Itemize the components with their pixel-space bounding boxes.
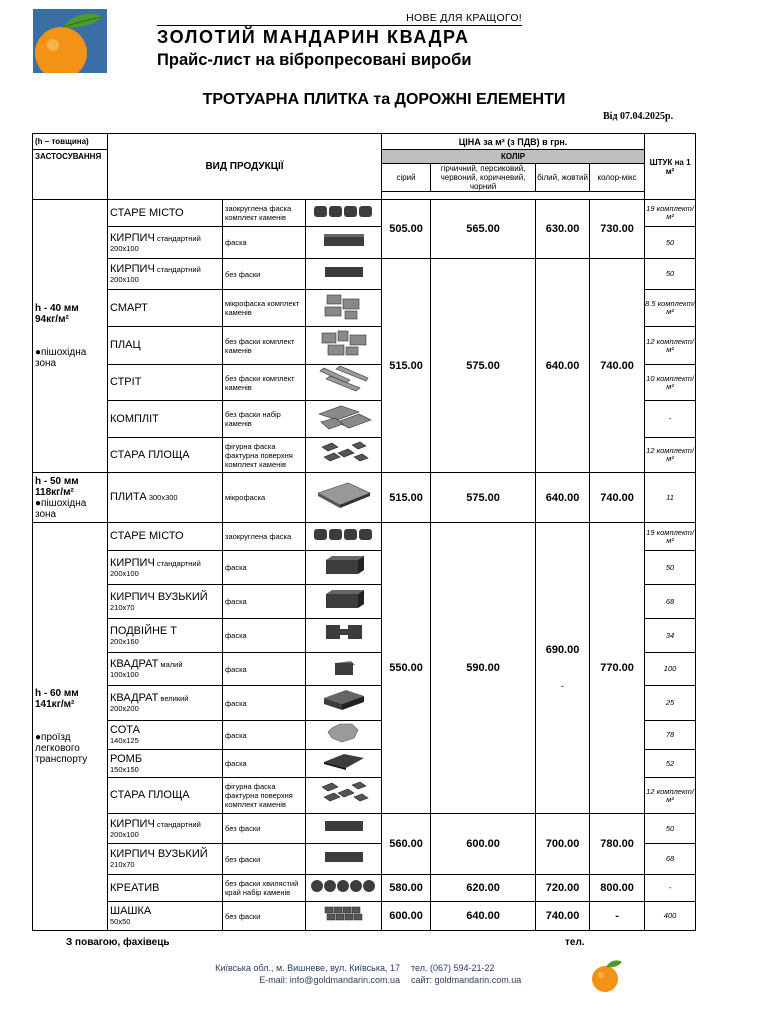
product-desc: фаска bbox=[223, 653, 306, 686]
price-gray: 515.00 bbox=[382, 259, 431, 473]
price-white: 720.00 bbox=[536, 875, 590, 902]
product-name: СТАРА ПЛОЩА bbox=[108, 438, 223, 473]
tile-shape bbox=[322, 231, 366, 249]
group-thickness: h - 50 мм bbox=[35, 475, 79, 487]
product-name: КИРПИЧ ВУЗЬКИЙ 210х70 bbox=[108, 844, 223, 875]
tile-shape bbox=[312, 526, 376, 542]
tel-label: тел. bbox=[565, 937, 585, 948]
qty-cell: 78 bbox=[645, 721, 696, 750]
price-mustard: 640.00 bbox=[431, 902, 536, 931]
qty-cell: 68 bbox=[645, 585, 696, 619]
qty-cell: 10 комплект/м² bbox=[645, 365, 696, 401]
qty-cell: 52 bbox=[645, 750, 696, 778]
group-zone: ●проїзд легкового транспорту bbox=[35, 732, 88, 765]
tile-shape bbox=[322, 588, 366, 610]
tile-shape bbox=[309, 878, 379, 894]
product-desc: без фаски комплект каменів bbox=[223, 365, 306, 401]
group-zone: ●пішохідна зона bbox=[35, 497, 87, 520]
col-mix: колор-мікс bbox=[590, 164, 645, 192]
page-title: ТРОТУАРНА ПЛИТКА та ДОРОЖНІ ЕЛЕМЕНТИ bbox=[202, 91, 566, 108]
product-name: ПЛИТА 300х300 bbox=[108, 473, 223, 523]
qty-cell: 50 bbox=[645, 259, 696, 290]
product-desc: без фаски bbox=[223, 259, 306, 290]
mandarin-logo-icon bbox=[33, 9, 107, 73]
product-name: СТАРЕ МІСТО bbox=[108, 200, 223, 227]
qty-header: ШТУК на 1 м² bbox=[645, 134, 696, 200]
company-logo bbox=[33, 9, 107, 73]
qty-cell: 50 bbox=[645, 551, 696, 585]
group-weight: 94кг/м² bbox=[35, 314, 69, 325]
tile-image-icon bbox=[306, 619, 382, 653]
product-name: КИРПИЧ стандартний 200х100 bbox=[108, 259, 223, 290]
price-mix: - bbox=[590, 902, 645, 931]
price-mix: 800.00 bbox=[590, 875, 645, 902]
price-mustard: 575.00 bbox=[431, 259, 536, 473]
tile-image-icon bbox=[306, 259, 382, 290]
product-name: КИРПИЧ стандартний 200х100 bbox=[108, 551, 223, 585]
tile-image-icon bbox=[306, 438, 382, 473]
tile-image-icon bbox=[306, 814, 382, 844]
product-desc: фаска bbox=[223, 585, 306, 619]
tile-image-icon bbox=[306, 778, 382, 814]
qty-cell: 12 комплект/м² bbox=[645, 778, 696, 814]
qty-cell: - bbox=[645, 875, 696, 902]
product-desc: фігурна фаска фактурна поверхня комплект каменів bbox=[223, 438, 306, 473]
product-name: КРЕАТИВ bbox=[108, 875, 223, 902]
footer-address bbox=[150, 962, 400, 986]
product-name: ШАШКА 50х50 bbox=[108, 902, 223, 931]
product-name: ПОДВІЙНЕ Т 200х160 bbox=[108, 619, 223, 653]
product-name: СТАРЕ МІСТО bbox=[108, 523, 223, 551]
qty-cell: 50 bbox=[645, 227, 696, 259]
phone-text: тел. (067) 594-21-22 bbox=[411, 963, 495, 973]
tile-image-icon bbox=[306, 721, 382, 750]
product-desc: фаска bbox=[223, 686, 306, 721]
tile-image-icon bbox=[306, 523, 382, 551]
site-link[interactable]: сайт: goldmandarin.com.ua bbox=[411, 975, 522, 985]
price-gray: 560.00 bbox=[382, 814, 431, 875]
price-white: 690.00 - bbox=[536, 523, 590, 814]
price-mix: 730.00 bbox=[590, 200, 645, 259]
qty-cell: 400 bbox=[645, 902, 696, 931]
price-mustard: 600.00 bbox=[431, 814, 536, 875]
tile-shape bbox=[322, 554, 366, 576]
product-name: КВАДРАТ малий 100х100 bbox=[108, 653, 223, 686]
price-mix: 780.00 bbox=[590, 814, 645, 875]
price-header: ЦІНА за м² (з ПДВ) в грн. bbox=[382, 134, 645, 150]
group-h50 bbox=[33, 473, 108, 523]
email-link[interactable]: E-mail: info@goldmandarin.com.ua bbox=[259, 975, 400, 985]
product-desc: фаска bbox=[223, 551, 306, 585]
tile-shape bbox=[320, 750, 368, 772]
product-desc: фаска bbox=[223, 750, 306, 778]
product-desc: мікрофаска bbox=[223, 473, 306, 523]
slogan: НОВЕ ДЛЯ КРАЩОГО! bbox=[406, 12, 522, 24]
product-name: СМАРТ bbox=[108, 290, 223, 327]
tile-shape bbox=[322, 849, 366, 865]
tile-image-icon bbox=[306, 473, 382, 523]
tile-shape bbox=[329, 655, 359, 679]
tile-shape bbox=[324, 722, 364, 744]
tile-shape bbox=[316, 439, 372, 467]
product-desc: без фаски bbox=[223, 844, 306, 875]
tile-shape bbox=[316, 365, 372, 395]
product-name: КИРПИЧ стандартний 200х100 bbox=[108, 227, 223, 259]
price-mustard: 575.00 bbox=[431, 473, 536, 523]
price-list-subtitle: Прайс-лист на вібропресовані вироби bbox=[157, 51, 472, 69]
group-zone: ●пішохідна зона bbox=[35, 347, 87, 369]
product-name: РОМБ 150х150 bbox=[108, 750, 223, 778]
product-desc: без фаски bbox=[223, 814, 306, 844]
price-white: 700.00 bbox=[536, 814, 590, 875]
address-text: Київська обл., м. Вишневе, вул. Київська, 17 bbox=[215, 963, 400, 973]
qty-cell: 25 bbox=[645, 686, 696, 721]
product-name: КИРПИЧ стандартний 200х100 bbox=[108, 814, 223, 844]
group-thickness: h - 60 мм bbox=[35, 688, 79, 699]
product-desc: фаска bbox=[223, 721, 306, 750]
qty-cell: 50 bbox=[645, 814, 696, 844]
tile-image-icon bbox=[306, 290, 382, 327]
price-mix: 770.00 bbox=[590, 523, 645, 814]
tile-image-icon bbox=[306, 686, 382, 721]
tile-shape bbox=[318, 327, 370, 359]
product-name: СОТА 140х125 bbox=[108, 721, 223, 750]
product-desc: без фаски набір каменів bbox=[223, 401, 306, 438]
tile-shape bbox=[316, 779, 372, 807]
tile-image-icon bbox=[306, 844, 382, 875]
col-mustard: гірчичний, персиковий, червоний, коричневий, чорний bbox=[431, 164, 536, 192]
product-header: ВИД ПРОДУКЦІЇ bbox=[108, 134, 382, 200]
mandarin-logo-icon bbox=[588, 958, 624, 994]
product-desc: без фаски хвилястий край набір каменів bbox=[223, 875, 306, 902]
product-desc: без фаски комплект каменів bbox=[223, 327, 306, 365]
header-divider bbox=[157, 25, 522, 26]
product-desc: мікрофаска комплект каменів bbox=[223, 290, 306, 327]
product-name: КВАДРАТ великий 200х200 bbox=[108, 686, 223, 721]
company-name: ЗОЛОТИЙ МАНДАРИН КВАДРА bbox=[157, 27, 470, 47]
tile-shape bbox=[322, 621, 366, 645]
product-desc: фаска bbox=[223, 619, 306, 653]
tile-image-icon bbox=[306, 227, 382, 259]
product-desc: заокруглена фаска комплект каменів bbox=[223, 200, 306, 227]
tile-image-icon bbox=[306, 875, 382, 902]
qty-cell: 12 комплект/м² bbox=[645, 327, 696, 365]
price-gray: 580.00 bbox=[382, 875, 431, 902]
color-header: КОЛІР bbox=[382, 150, 645, 164]
price-white: 640.00 bbox=[536, 259, 590, 473]
product-name: КИРПИЧ ВУЗЬКИЙ 210х70 bbox=[108, 585, 223, 619]
tile-shape bbox=[320, 688, 368, 714]
tile-shape bbox=[315, 402, 373, 432]
price-white: 640.00 bbox=[536, 473, 590, 523]
group-h40 bbox=[33, 200, 108, 473]
footer-contacts bbox=[411, 962, 521, 986]
tile-image-icon bbox=[306, 902, 382, 931]
price-white: 740.00 bbox=[536, 902, 590, 931]
price-gray: 550.00 bbox=[382, 523, 431, 814]
product-desc: фігурна фаска фактурна поверхня комплект каменів bbox=[223, 778, 306, 814]
tile-image-icon bbox=[306, 750, 382, 778]
product-name: СТАРА ПЛОЩА bbox=[108, 778, 223, 814]
price-mix: 740.00 bbox=[590, 473, 645, 523]
tile-shape bbox=[314, 479, 374, 511]
tile-image-icon bbox=[306, 653, 382, 686]
tile-shape bbox=[322, 264, 366, 280]
product-name: СТРІТ bbox=[108, 365, 223, 401]
product-name: КОМПЛІТ bbox=[108, 401, 223, 438]
group-h60 bbox=[33, 523, 108, 931]
tile-image-icon bbox=[306, 551, 382, 585]
qty-cell: 100 bbox=[645, 653, 696, 686]
price-table bbox=[32, 133, 696, 931]
qty-cell: 68 bbox=[645, 844, 696, 875]
qty-cell: 12 комплект/м² bbox=[645, 438, 696, 473]
group-weight: 118кг/м² bbox=[35, 486, 74, 498]
qty-cell: 19 комплект/м² bbox=[645, 200, 696, 227]
tile-shape bbox=[322, 818, 366, 834]
price-white-dash: - bbox=[561, 681, 565, 691]
qty-cell: 8.5 комплект/м² bbox=[645, 290, 696, 327]
tile-shape bbox=[319, 291, 369, 321]
tile-image-icon bbox=[306, 401, 382, 438]
application-header: ЗАСТОСУВАННЯ bbox=[33, 150, 108, 200]
price-mustard: 620.00 bbox=[431, 875, 536, 902]
tile-shape bbox=[319, 903, 369, 925]
product-desc: без фаски bbox=[223, 902, 306, 931]
qty-cell: 34 bbox=[645, 619, 696, 653]
price-gray: 515.00 bbox=[382, 473, 431, 523]
price-mustard: 565.00 bbox=[431, 200, 536, 259]
group-thickness: h - 40 мм bbox=[35, 303, 79, 314]
footer-logo bbox=[588, 958, 624, 994]
product-desc: фаска bbox=[223, 227, 306, 259]
qty-cell: 19 комплект/м² bbox=[645, 523, 696, 551]
price-date: Від 07.04.2025р. bbox=[603, 111, 674, 122]
product-name: ПЛАЦ bbox=[108, 327, 223, 365]
regards-text: З повагою, фахівець bbox=[66, 937, 170, 948]
price-mix: 740.00 bbox=[590, 259, 645, 473]
tile-image-icon bbox=[306, 365, 382, 401]
group-weight: 141кг/м² bbox=[35, 699, 75, 710]
col-gray: сірий bbox=[382, 164, 431, 192]
product-desc: заокруглена фаска bbox=[223, 523, 306, 551]
qty-cell: 11 bbox=[645, 473, 696, 523]
price-gray: 600.00 bbox=[382, 902, 431, 931]
tile-image-icon bbox=[306, 327, 382, 365]
price-mustard: 590.00 bbox=[431, 523, 536, 814]
price-white: 630.00 bbox=[536, 200, 590, 259]
thickness-note: (h – товщина) bbox=[33, 134, 108, 150]
tile-image-icon bbox=[306, 200, 382, 227]
qty-cell: - bbox=[645, 401, 696, 438]
price-gray: 505.00 bbox=[382, 200, 431, 259]
tile-image-icon bbox=[306, 585, 382, 619]
tile-shape bbox=[312, 203, 376, 219]
col-white: білий, жовтий bbox=[536, 164, 590, 192]
